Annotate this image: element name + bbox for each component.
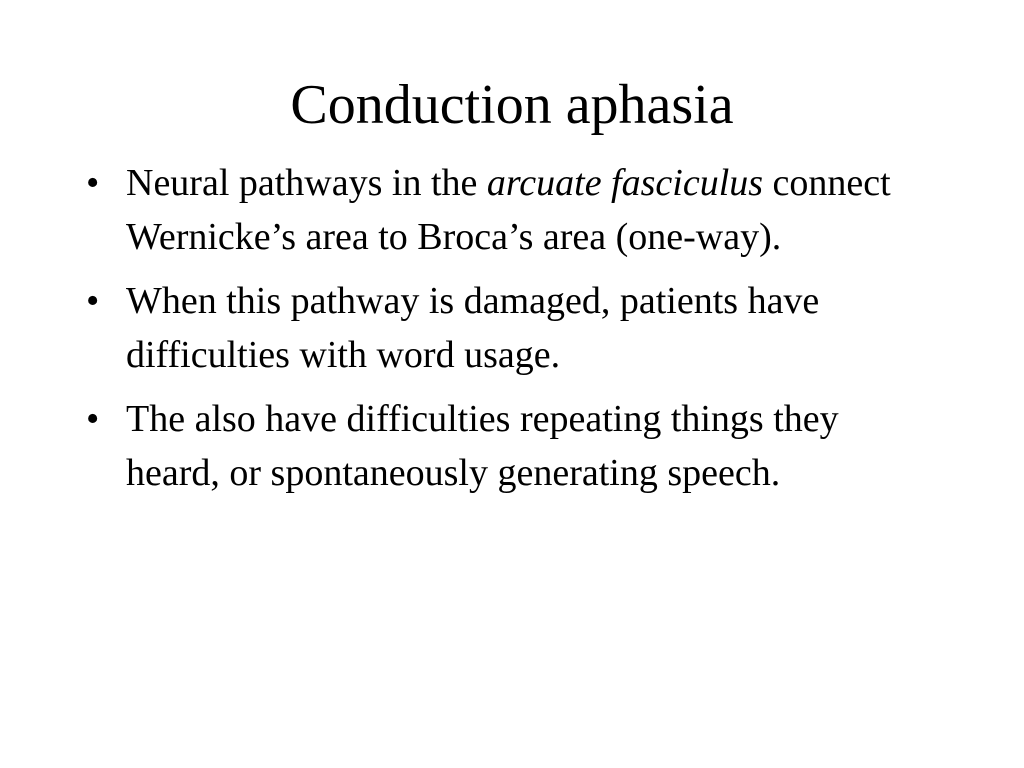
bullet-marker: • — [86, 162, 100, 204]
bullet-emphasis: arcuate fasciculus — [486, 162, 764, 204]
bullet-item-2 — [84, 274, 914, 382]
bullet-text: When this pathway is damaged, patients have difficulties with word usage. — [126, 280, 820, 376]
bullet-marker: • — [86, 398, 100, 440]
bullet-item-3 — [84, 392, 914, 500]
bullet-item-1 — [84, 156, 914, 264]
bullet-marker: • — [86, 280, 100, 322]
bullet-text: The also have difficulties repeating things they heard, or spontaneously generating speech. — [126, 398, 839, 494]
bullet-text-part: Neural pathways in the — [126, 162, 487, 204]
bullet-list — [84, 156, 914, 510]
slide-title: Conduction aphasia — [290, 74, 734, 136]
bullet-text-part: connect Wernicke’s area to Broca’s area (one-way). — [126, 162, 891, 258]
